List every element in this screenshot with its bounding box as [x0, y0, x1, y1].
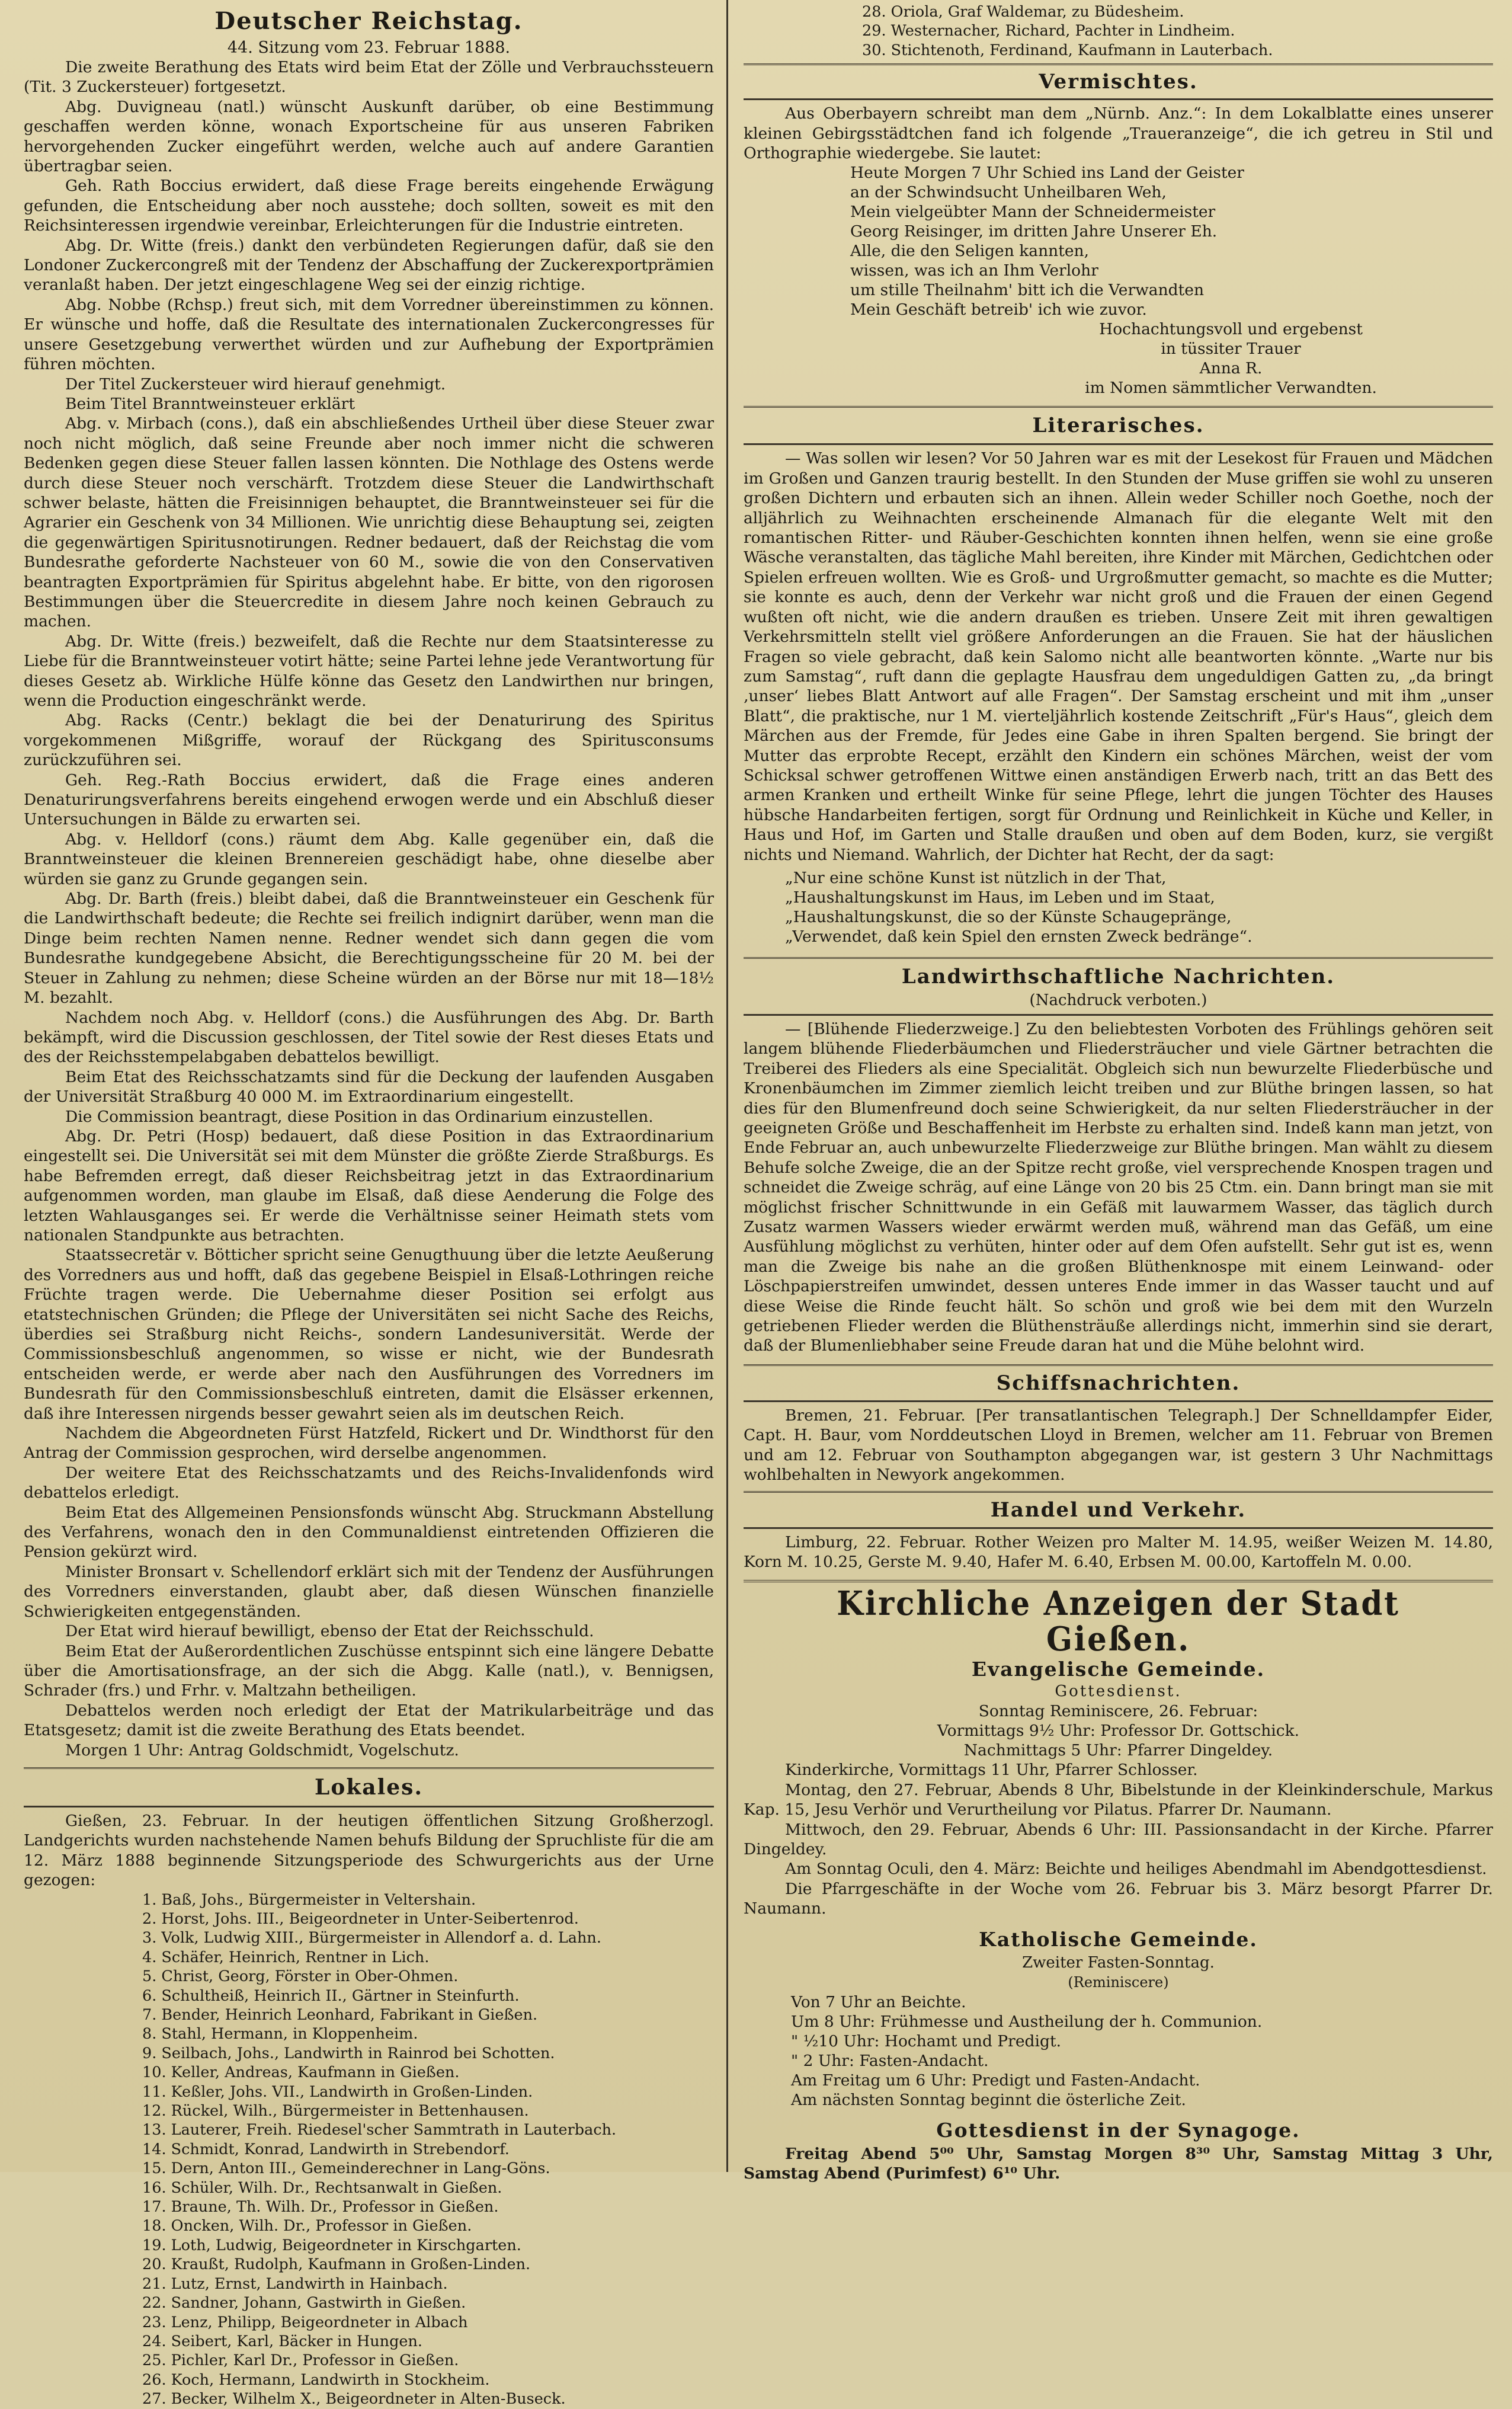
reichstag-paragraph: Abg. Nobbe (Rchsp.) freut sich, mit dem Vorredner übereinstimmen zu können. Er wünsche und hoffe, daß die Resultate des internationalen Zuckercongresses für unsere Gesetzgebung verwerthet würden und zur Aufhebung der Exportprämien führen möchten. [24, 295, 714, 374]
service-line: " 2 Uhr: Fasten-Andacht. [791, 2051, 989, 2070]
section-divider [744, 957, 1493, 962]
poem-line: wissen, was ich an Ihm Verlohr [850, 261, 1098, 280]
section-divider [744, 1364, 1493, 1370]
reichstag-paragraph: Morgen 1 Uhr: Antrag Goldschmidt, Vogelschutz. [65, 1741, 459, 1759]
juror-list [24, 1890, 714, 2409]
right-column [744, 0, 1493, 2183]
reichstag-title: Deutscher Reichstag. [214, 7, 523, 35]
synagoge-title: Gottesdienst in der Synagoge. [936, 2118, 1300, 2142]
section-divider [24, 1806, 714, 1807]
juror-entry: 19. Loth, Ludwig, Beigeordneter in Kirschgarten. [142, 2236, 521, 2254]
juror-entry: 10. Keller, Andreas, Kaufmann in Gießen. [142, 2064, 460, 2082]
evang-paragraph: Am Sonntag Oculi, den 4. März: Beichte und heiliges Abendmahl im Abendgottesdienst. [785, 1860, 1487, 1879]
section-divider [744, 1014, 1493, 1016]
service-line: Vormittags 9½ Uhr: Professor Dr. Gottschick. [937, 1722, 1300, 1741]
reichstag-paragraph: Der Titel Zuckersteuer wird hierauf genehmigt. [65, 375, 446, 393]
service-line: Sonntag Reminiscere, 26. Februar: [978, 1702, 1258, 1721]
kath-subtitle-2: (Reminiscere) [1068, 1973, 1169, 1991]
juror-entry: 2. Horst, Johs. III., Beigeordneter in Unter-Seibertenrod. [142, 1909, 579, 1928]
signature-line: im Nomen sämmtlicher Verwandten. [1085, 379, 1377, 398]
kirche-title: Kirchliche Anzeigen der Stadt Gießen. [837, 1584, 1400, 1659]
juror-entry: 1. Baß, Johs., Bürgermeister in Veltershain. [142, 1890, 476, 1909]
juror-entry: 24. Seibert, Karl, Bäcker in Hungen. [142, 2332, 423, 2350]
evang-service-times [744, 1701, 1493, 1760]
section-divider [744, 443, 1493, 445]
reichstag-paragraph: Beim Etat der Außerordentlichen Zuschüsse entspinnt sich eine längere Debatte über die Amortisationsfrage, an der sich die Abgg. Kalle (natl.), v. Bennigsen, Schrader (frs.) und Frhr. v. Maltzahn betheiligen. [24, 1642, 714, 1700]
reichstag-paragraph: Die Commission beantragt, diese Position in das Ordinarium einzustellen. [65, 1107, 654, 1126]
juror-entry: 9. Seilbach, Johs., Landwirth in Rainrod bei Schotten. [142, 2044, 555, 2062]
section-divider [744, 406, 1493, 411]
juror-entry: 28. Oriola, Graf Waldemar, zu Büdesheim. [862, 3, 1184, 21]
reichstag-paragraph: Beim Titel Branntweinsteuer erklärt [65, 394, 355, 413]
section-divider [24, 1767, 714, 1773]
verse-line: „Haushaltungskunst im Haus, im Leben und im Staat, [785, 888, 1215, 907]
kath-subtitle: Zweiter Fasten-Sonntag. [1022, 1953, 1215, 1972]
signature-line: in tüssiter Trauer [1161, 340, 1301, 359]
reichstag-paragraph: Abg. v. Mirbach (cons.), daß ein abschließendes Urtheil über diese Steuer zwar noch nicht möglich, daß seine Freunde aber noch immer nicht die schweren Bedenken gegen diese Steuer fallen lassen könnten. Die Nothlage des Ostens werde durch diese Steuer noch verschärft. Trotzdem diese Steuer die Landwirthschaft schwer belaste, hätten die Freisinnigen behauptet, die Branntweinsteuer sei für die Agrarier ein Geschenk von 34 Millionen. Wie unrichtig diese Behauptung sei, zeigten die gegenwärtigen Spiritusnotirungen. Redner bedauert, daß der Reichstag die vom Bundesrathe geforderte Nachsteuer von 60 M., sowie die von den Conservativen beantragten Exportprämien für Spiritus abgelehnt habe. Er bitte, von den rigorosen Bestimmungen über die Steuercredite in diesem Jahre noch keinen Gebrauch zu machen. [24, 414, 714, 631]
verse-line: „Verwendet, daß kein Spiel den ernsten Zweck bedränge“. [785, 927, 1252, 946]
juror-entry: 7. Bender, Heinrich Leonhard, Fabrikant in Gießen. [142, 2006, 538, 2024]
reichstag-paragraph: Staatssecretär v. Bötticher spricht seine Genugthuung über die letzte Aeußerung des Vorredners aus und hofft, daß das gegebene Beispiel in Elsaß-Lothringen reiche Früchte tragen werde. Die Uebernahme dieser Position sei erfolgt aus etatstechnischen Gründen; die Pflege der Universitäten sei nicht Sache des Reichs, überdies sei Straßburg nicht Reichs-, sondern Landesuniversität. Werde der Commissionsbeschluß angenommen, so wisse er nicht, wie der Bundesrath entscheiden werde, er werde aber nach den Ausführungen des Vorredners im Bundesrath für den Commissionsbeschluß eintreten, damit die Elsässer erkennen, daß ihre Interessen nirgends besser gewahrt seien als im deutschen Reich. [24, 1246, 714, 1423]
juror-entry: 8. Stahl, Hermann, in Kloppenheim. [142, 2025, 418, 2043]
reichstag-paragraph: Geh. Rath Boccius erwidert, daß diese Frage bereits eingehende Erwägung gefunden, die Entscheidung aber noch ausstehe; doch sollten, soweit es mit den Reichsinteressen irgendwie vereinbar, Erleichterungen für die Industrie eintreten. [24, 177, 714, 235]
reichstag-paragraph: Debattelos werden noch erledigt der Etat der Matrikularbeiträge und das Etatsgesetz; damit ist die zweite Berathung des Etats beendet. [24, 1701, 714, 1740]
section-divider [744, 1491, 1493, 1496]
evang-paragraph: Mittwoch, den 29. Februar, Abends 6 Uhr: III. Passionsandacht in der Kirche. Pfarrer Dingeldey. [744, 1820, 1493, 1858]
landwirth-title: Landwirthschaftliche Nachrichten. [901, 964, 1335, 988]
juror-entry: 13. Lauterer, Freih. Riedesel'scher Sammtrath in Lauterbach. [142, 2121, 617, 2139]
handel-text: Limburg, 22. Februar. Rother Weizen pro Malter M. 14.95, weißer Weizen M. 14.80, Korn M. 10.25, Gerste M. 9.40, Hafer M. 6.40, Erbsen M. 00.00, Kartoffeln M. 0.00. [744, 1533, 1493, 1571]
kath-title: Katholische Gemeinde. [979, 1927, 1258, 1951]
landwirth-text: — [Blühende Fliederzweige.] Zu den beliebtesten Vorboten des Frühlings gehören seit langem blühende Fliederbäumchen und Fliedersträucher und viele Gärtner betrachten die Treiberei des Flieders als eine Specialität. Obgleich sich nun bewurzelte Fliederbüsche und Kronenbäumchen im Zimmer ziemlich leicht treiben und zur Blüthe bringen lassen, so hat dies für den Blumenfreund doch seine Schwierigkeit, da nur selten Fliedersträucher in der geeigneten Größe und Beschaffenheit im Herbste zu erhalten sind. Indeß kann man jetzt, von Ende Februar an, auch unbewurzelte Fliederzweige zur Blüthe bringen. Man wählt zu diesem Behufe solche Zweige, die an der Spitze recht große, viel versprechende Knospen tragen und schneidet die Zweige schräg, auf eine Länge von 20 bis 25 Ctm. ein. Dann bringt man sie mit möglichst frischer Schnittwunde in ein Gefäß mit lauwarmem Wasser, das täglich durch Zusatz warmen Wassers wieder erwärmt werden muß, während man das Gefäß, um eine Ausfühlung möglichst zu verhüten, hinter oder auf dem Ofen aufstellt. Sehr gut ist es, wenn man die Zweige bis nahe an die großen Blüthenknospe mit einem Leinwand- oder Löschpapierstreifen umwindet, dessen unteres Ende immer in das Wasser taucht und auf diese Weise die Rinde feucht hält. So schön und groß wie bei dem mit den Wurzeln getriebenen Flieder werden die Blüthensträuße allerdings nicht, immerhin sind sie derart, daß der Blumenliebhaber seine Freude daran hat und die Mühe belohnt wird. [744, 1019, 1493, 1355]
poem-line: Mein vielgeübter Mann der Schneidermeister [850, 203, 1216, 222]
literarisches-text: — Was sollen wir lesen? Vor 50 Jahren war es mit der Lesekost für Frauen und Mädchen im Großen und Ganzen traurig bestellt. In den Stunden der Muse griffen sie wohl zu unseren großen Dichtern und erbauten sich an ihnen. Allein weder Schiller noch Goethe, noch der alljährlich zu Weihnachten erscheinende Almanach für die elegante Welt mit den romantischen Ritter- und Räuber-Geschichten konnten ihnen helfen, wenn sie eine große Wäsche veranstalten, das tägliche Mahl bereiten, ihre Kinder mit Märchen, Gedichtchen oder Spielen erfreuen wollten. Wie es Groß- und Urgroßmutter gemacht, so machte es die Mutter; sie konnte es auch, denn der Verkehr war nicht groß und die Frauen der einen Gegend wußten oft nicht, wie die andern draußen es trieben. Unsere Zeit mit ihren gewaltigen Verkehrsmitteln stellt viel größere Anforderungen an die Frauen. Sie hat der häuslichen Fragen so viele gebracht, daß kein Salomo nicht alle beantworten könnte. „Warte nur bis zum Samstag“, ruft dann die geplagte Hausfrau dem ungeduldigen Gatten zu, „da bringt ‚unser‘ liebes Blatt Antwort auf alle Fragen“. Der Samstag erscheint und mit ihm „unser Blatt“, die praktische, nur 1 M. vierteljährlich kostende Zeitschrift „Für's Haus“, gleich dem Märchen aus der Fremde, für Jedes eine Gabe in ihren Spalten bergend. Sie bringt der Mutter das erprobte Recept, erzählt den Kindern ein schönes Märchen, weist der vom Schicksal schwer getroffenen Wittwe einen anständigen Erwerb nach, tritt an das Bett des armen Kranken und ertheilt Winke für seine Pflege, lehrt die jungen Töchter des Hauses hübsche Handarbeiten fertigen, sorgt für Ordnung und Reinlichkeit in Küche und Keller, in Haus und Hof, im Garten und Stalle draußen und oben auf dem Boden, kurz, sie vergißt nichts und Niemand. Wahrlich, der Dichter hat Recht, der da sagt: [744, 449, 1493, 864]
handel-title: Handel und Verkehr. [990, 1498, 1247, 1522]
reichstag-paragraph: Minister Bronsart v. Schellendorf erklärt sich mit der Tendenz der Ausführungen des Vorredners einverstanden, glaubt aber, daß diesen Wünschen finanzielle Schwierigkeiten entgegenständen. [24, 1562, 714, 1621]
evang-subtitle: Gottesdienst. [1055, 1682, 1182, 1701]
reichstag-paragraph: Beim Etat des Allgemeinen Pensionsfonds wünscht Abg. Struckmann Abstellung des Verfahrens, wonach den in den Communaldienst eintretenden Offizieren die Pension gekürzt wird. [24, 1503, 714, 1562]
lokales-intro: Gießen, 23. Februar. In der heutigen öffentlichen Sitzung Großherzogl. Landgerichts wurden nachstehende Namen behufs Bildung der Spruchliste für die am 12. März 1888 beginnende Sitzungsperiode des Schwurgerichts aus der Urne gezogen: [24, 1811, 714, 1890]
death-notice-signature [744, 319, 1493, 398]
poem-line: Mein Geschäft betreib' ich wie zuvor. [850, 300, 1147, 319]
poem-line: Heute Morgen 7 Uhr Schied ins Land der Geister [850, 164, 1244, 183]
reichstag-paragraph: Abg. v. Helldorf (cons.) räumt dem Abg. Kalle gegenüber ein, daß die Branntweinsteuer die kleinen Brennereien geschädigt habe, ohne dieselbe aber würden sie ganz zu Grunde gegangen sein. [24, 830, 714, 888]
death-notice-poem [744, 163, 1493, 319]
juror-entry: 14. Schmidt, Konrad, Landwirth in Strebendorf. [142, 2140, 510, 2158]
schiff-title: Schiffsnachrichten. [996, 1371, 1241, 1395]
left-column [24, 0, 714, 2409]
juror-entry: 6. Schultheiß, Heinrich II., Gärtner in Steinfurth. [142, 1986, 520, 2005]
reichstag-paragraph: Der weitere Etat des Reichsschatzamts und des Reichs-Invalidenfonds wird debattelos erledigt. [24, 1463, 714, 1502]
reichstag-paragraph: Der Etat wird hierauf bewilligt, ebenso der Etat der Reichsschuld. [65, 1622, 594, 1641]
reichstag-paragraph: Abg. Duvigneau (natl.) wünscht Auskunft darüber, ob eine Bestimmung geschaffen werden könne, wonach Exportscheine für aus unseren Fabriken hervorgehenden Zucker eingeführt werden, welche auch auf andere Garantien übertragbar seien. [24, 97, 714, 176]
service-line: Um 8 Uhr: Frühmesse und Austheilung der h. Communion. [791, 2012, 1263, 2031]
schiff-text: Bremen, 21. Februar. [Per transatlantischen Telegraph.] Der Schnelldampfer Eider, Capt. H. Baur, vom Norddeutschen Lloyd in Bremen, welcher am 11. Februar von Bremen und am 12. Februar von Southampton abgegangen war, ist gestern 3 Uhr Nachmittags wohlbehalten in Newyork angekommen. [744, 1406, 1493, 1485]
juror-entry: 3. Volk, Ludwig XIII., Bürgermeister in Allendorf a. d. Lahn. [142, 1929, 601, 1947]
literarisches-title: Literarisches. [1032, 414, 1205, 438]
signature-line: Hochachtungsvoll und ergebenst [1099, 320, 1363, 339]
vermischtes-intro: Aus Oberbayern schreibt man dem „Nürnb. Anz.“: In dem Lokalblatte eines unserer kleinen Gebirgsstädtchen fand ich folgende „Traueranzeige“, die ich getreu in Stil und Orthographie wiedergebe. Sie lautet: [744, 104, 1493, 163]
reichstag-paragraph: Geh. Reg.-Rath Boccius erwidert, daß die Frage eines anderen Denaturirungsverfahrens bereits eingehend erwogen werde und ein Abschluß dieser Untersuchungen in Bälde zu erwarten sei. [24, 770, 714, 829]
juror-entry: 22. Sandner, Johann, Gastwirth in Gießen. [142, 2294, 466, 2312]
poem-line: Alle, die den Seligen kannten, [850, 242, 1090, 261]
juror-entry: 26. Koch, Hermann, Landwirth in Stockheim. [142, 2370, 490, 2389]
vermischtes-title: Vermischtes. [1039, 70, 1198, 94]
juror-entry: 29. Westernacher, Richard, Pachter in Lindheim. [862, 22, 1235, 40]
service-line: " ½10 Uhr: Hochamt und Predigt. [791, 2032, 1062, 2050]
evang-announcements [744, 1760, 1493, 1918]
reichstag-session: 44. Sitzung vom 23. Februar 1888. [227, 39, 511, 57]
juror-entry: 30. Stichtenoth, Ferdinand, Kaufmann in Lauterbach. [862, 41, 1273, 59]
juror-entry: 21. Lutz, Ernst, Landwirth in Hainbach. [142, 2274, 448, 2293]
juror-entry: 11. Keßler, Johs. VII., Landwirth in Großen-Linden. [142, 2082, 533, 2101]
evang-title: Evangelische Gemeinde. [971, 1658, 1266, 1681]
reichstag-paragraph: Abg. Racks (Centr.) beklagt die bei der Denaturirung des Spiritus vorgekommenen Mißgriffe, worauf der Rückgang des Spiritusconsums zurückzuführen sei. [24, 711, 714, 770]
section-divider [744, 63, 1493, 69]
juror-entry: 18. Oncken, Wilh. Dr., Professor in Gießen. [142, 2217, 472, 2235]
reichstag-paragraph: Nachdem noch Abg. v. Helldorf (cons.) die Ausführungen des Abg. Dr. Barth bekämpft, wird die Discussion geschlossen, der Titel sowie der Rest dieses Etats und des der Reichsstempelabgaben debattelos bewilligt. [24, 1008, 714, 1067]
reichstag-paragraph: Beim Etat des Reichsschatzamts sind für die Deckung der laufenden Ausgaben der Universität Straßburg 40 000 M. im Extraordinarium eingestellt. [24, 1067, 714, 1106]
column-divider [726, 0, 728, 2172]
landwirth-subtitle: (Nachdruck verboten.) [1029, 991, 1207, 1009]
literarisches-verse [744, 868, 1493, 946]
juror-entry: 23. Lenz, Philipp, Beigeordneter in Albach [142, 2313, 468, 2331]
juror-entry: 17. Braune, Th. Wilh. Dr., Professor in Gießen. [142, 2198, 499, 2216]
evang-paragraph: Kinderkirche, Vormittags 11 Uhr, Pfarrer Schlosser. [785, 1761, 1198, 1780]
juror-entry: 16. Schüler, Wilh. Dr., Rechtsanwalt in Gießen. [142, 2178, 502, 2197]
kath-service-times [744, 1992, 1493, 2110]
reichstag-paragraph: Abg. Dr. Witte (freis.) dankt den verbündeten Regierungen dafür, daß sie den Londoner Zuckercongreß mit der Tendenz der Abschaffung der Zuckerexportprämien veranlaßt haben. Der jetzt eingeschlagene Weg sei der einzig richtige. [24, 236, 714, 295]
reichstag-paragraph: Abg. Dr. Petri (Hosp) bedauert, daß diese Position in das Extraordinarium eingestellt sei. Die Universität sei mit dem Münster die größte Zierde Straßburgs. Es habe Befremden erregt, daß dieser Reichsbeitrag jetzt in das Extraordinarium aufgenommen worden, man glaube im Elsaß, daß diese Aenderung die Folge des letzten Wahlausganges sei. Er werde die Verhältnisse seiner Heimath stets vom nationalen Standpunkte aus betrachten. [24, 1127, 714, 1245]
juror-entry: 4. Schäfer, Heinrich, Rentner in Lich. [142, 1948, 430, 1966]
signature-line: Anna R. [1199, 359, 1263, 378]
poem-line: an der Schwindsucht Unheilbaren Weh, [850, 183, 1167, 202]
evang-paragraph: Montag, den 27. Februar, Abends 8 Uhr, Bibelstunde in der Kleinkinderschule, Markus Kap. 15, Jesu Verhör und Verurtheilung vor Pilatus. Pfarrer Dr. Naumann. [744, 1780, 1493, 1819]
reichstag-report [24, 57, 714, 1760]
section-divider [744, 1400, 1493, 1402]
verse-line: „Nur eine schöne Kunst ist nützlich in der That, [785, 868, 1167, 887]
service-line: Am nächsten Sonntag beginnt die österliche Zeit. [791, 2090, 1186, 2109]
lokales-title: Lokales. [315, 1774, 423, 1800]
juror-entry: 5. Christ, Georg, Förster in Ober-Ohmen. [142, 1967, 459, 1986]
reichstag-paragraph: Abg. Dr. Barth (freis.) bleibt dabei, daß die Branntweinsteuer ein Geschenk für die Landwirthschaft bedeute; die Rechte sei freilich indignirt darüber, wenn man die Dinge beim rechten Namen nenne. Redner wendet sich dann gegen die vom Bundesrathe kundgegebene Absicht, die Berechtigungsscheine für 20 M. bei der Steuer in Zahlung zu nehmen; diese Scheine würden an der Börse nur mit 18—18½ M. bezahlt. [24, 890, 714, 1007]
section-divider [744, 1527, 1493, 1529]
juror-list-continued [744, 2, 1493, 60]
juror-entry: 25. Pichler, Karl Dr., Professor in Gießen. [142, 2352, 459, 2370]
service-line: Am Freitag um 6 Uhr: Predigt und Fasten-Andacht. [791, 2071, 1200, 2090]
service-line: Nachmittags 5 Uhr: Pfarrer Dingeldey. [963, 1741, 1273, 1760]
verse-line: „Haushaltungskunst, die so der Künste Schaugepränge, [785, 907, 1232, 926]
juror-entry: 27. Becker, Wilhelm X., Beigeordneter in Alten-Buseck. [142, 2390, 566, 2408]
juror-entry: 20. Kraußt, Rudolph, Kaufmann in Großen-Linden. [142, 2256, 531, 2274]
juror-entry: 12. Rückel, Wilh., Bürgermeister in Bettenhausen. [142, 2102, 529, 2120]
reichstag-paragraph: Abg. Dr. Witte (freis.) bezweifelt, daß die Rechte nur dem Staatsinteresse zu Liebe für die Branntweinsteuer votirt hätte; seine Partei lehne jede Verantwortung für dieses Gesetz ab. Wirkliche Hülfe könne das Gesetz den Landwirthen nur bringen, wenn die Production eingeschränkt werde. [24, 632, 714, 710]
poem-line: Georg Reisinger, im dritten Jahre Unserer Eh. [850, 222, 1218, 241]
evang-paragraph: Die Pfarrgeschäfte in der Woche vom 26. Februar bis 3. März besorgt Pfarrer Dr. Naumann. [744, 1879, 1493, 1918]
synagoge-text: Freitag Abend 5⁰⁰ Uhr, Samstag Morgen 8³⁰ Uhr, Samstag Mittag 3 Uhr, Samstag Abend (Purimfest) 6¹⁰ Uhr. [744, 2144, 1493, 2183]
section-divider [744, 98, 1493, 100]
reichstag-paragraph: Nachdem die Abgeordneten Fürst Hatzfeld, Rickert und Dr. Windthorst für den Antrag der Commission gesprochen, wird derselbe angenommen. [24, 1424, 714, 1463]
service-line: Von 7 Uhr an Beichte. [791, 1992, 966, 2011]
juror-entry: 15. Dern, Anton III., Gemeinderechner in Lang-Göns. [142, 2160, 550, 2178]
poem-line: um stille Theilnahm' bitt ich die Verwandten [850, 281, 1205, 300]
reichstag-paragraph: Die zweite Berathung des Etats wird beim Etat der Zölle und Verbrauchssteuern (Tit. 3 Zuckersteuer) fortgesetzt. [24, 58, 714, 97]
